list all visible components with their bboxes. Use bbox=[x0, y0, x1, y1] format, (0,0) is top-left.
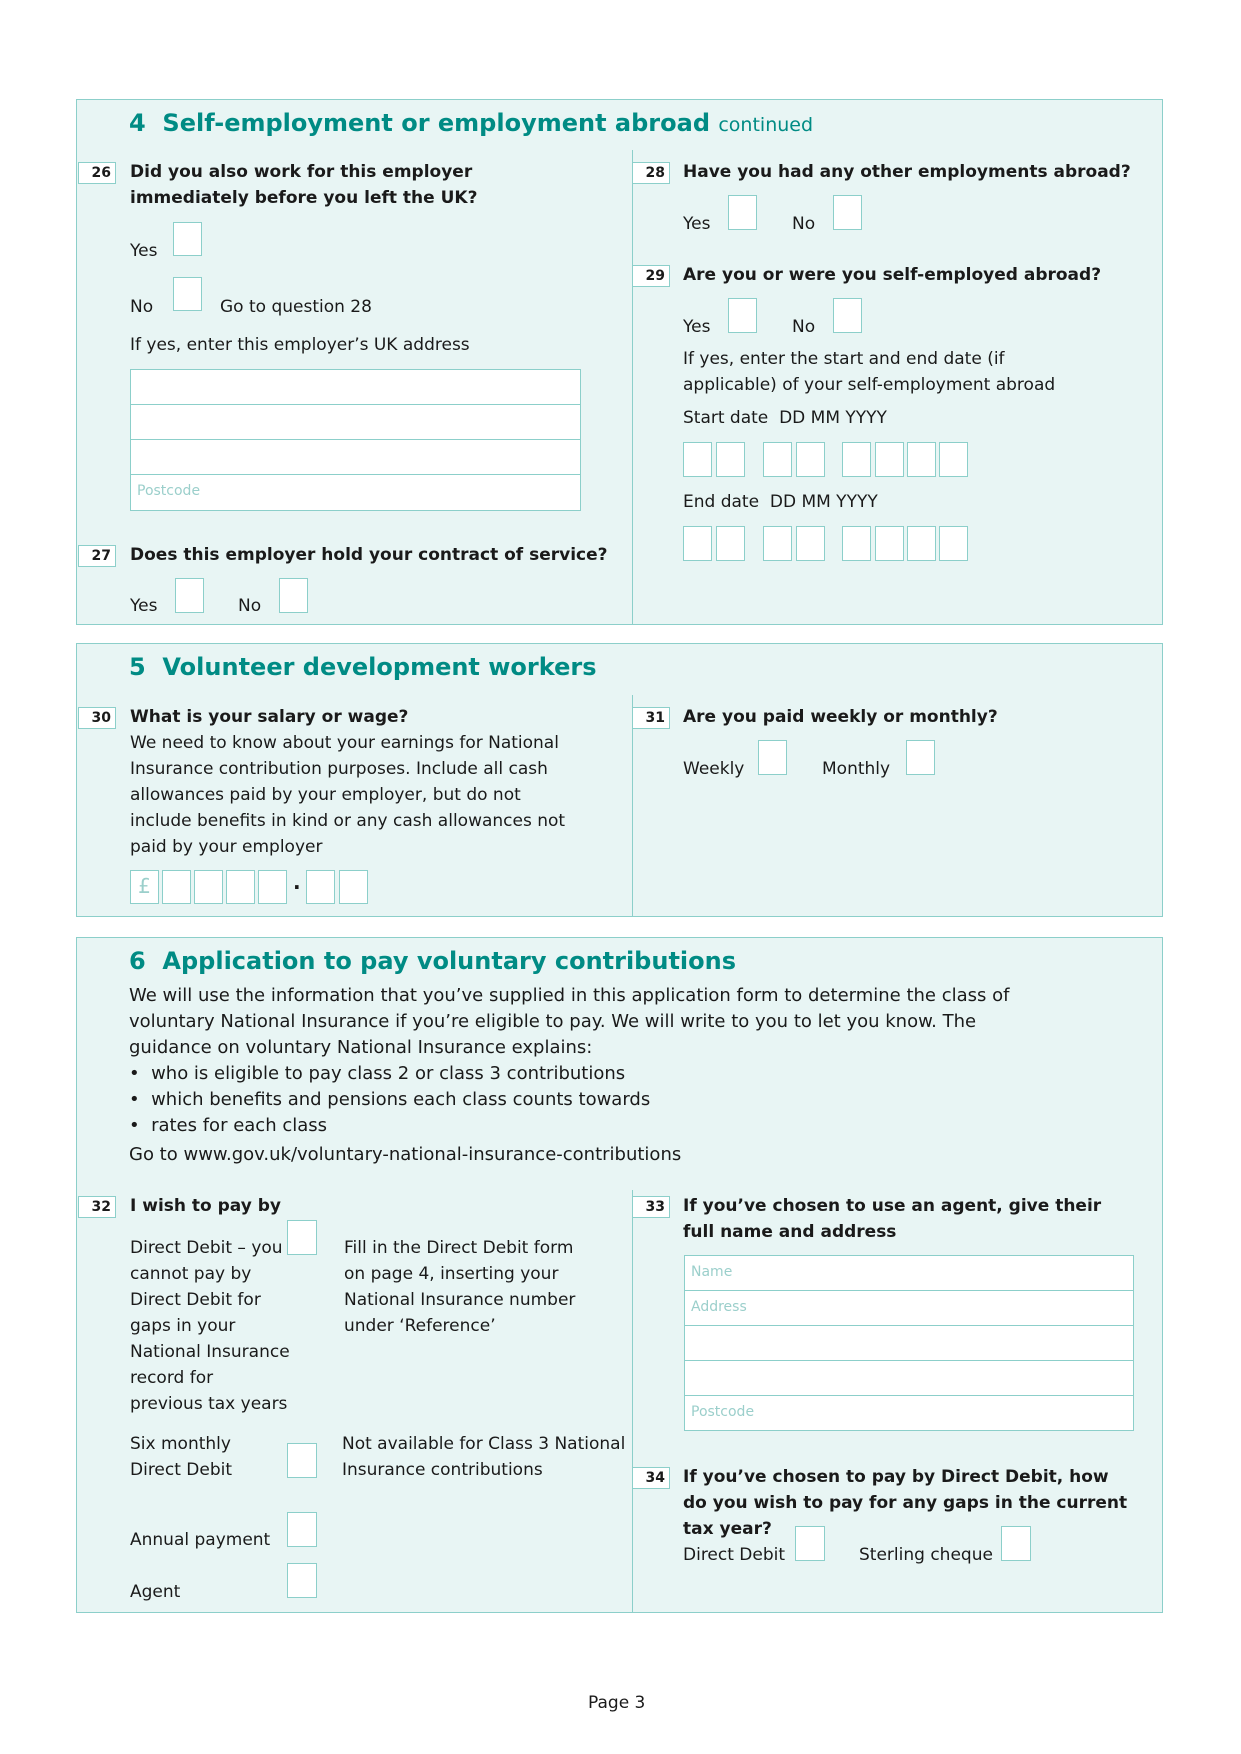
employer-address-line-3[interactable] bbox=[130, 439, 581, 475]
question-26-yes-label: Yes bbox=[130, 241, 158, 261]
start-date-year-4[interactable] bbox=[939, 442, 968, 477]
q34-cheque-checkbox[interactable] bbox=[1001, 1526, 1031, 1561]
start-date-month-1[interactable] bbox=[763, 442, 792, 477]
question-29-no-label: No bbox=[792, 317, 816, 337]
section-6-intro: We will use the information that you’ve supplied in this application form to determine the class of voluntary National Insurance if you’re eligible to pay. We will write to you to let you know. The guidance on voluntary National Insurance explains: bbox=[129, 985, 1010, 1058]
question-31-weekly-label: Weekly bbox=[683, 759, 745, 779]
question-26-text: Did you also work for this employer immediately before you left the UK? bbox=[130, 162, 478, 208]
salary-digit-4[interactable] bbox=[258, 870, 287, 904]
section-6-title-text: Application to pay voluntary contributions bbox=[162, 947, 737, 975]
start-date-day-2[interactable] bbox=[716, 442, 745, 477]
end-date-year-2[interactable] bbox=[875, 526, 904, 561]
question-29-yes-label: Yes bbox=[683, 317, 711, 337]
agent-address-line-3[interactable] bbox=[684, 1360, 1134, 1396]
question-31-weekly-checkbox[interactable] bbox=[758, 740, 787, 775]
pay-six-monthly-checkbox[interactable] bbox=[287, 1443, 317, 1478]
salary-pence-1[interactable] bbox=[306, 870, 335, 904]
question-28-number: 28 bbox=[632, 162, 670, 184]
pay-annual-label: Annual payment bbox=[130, 1530, 271, 1550]
question-34-text: If you’ve chosen to pay by Direct Debit, how do you wish to pay for any gaps in the current tax year? bbox=[683, 1467, 1128, 1539]
section-4-divider bbox=[632, 150, 633, 625]
pay-agent-checkbox[interactable] bbox=[287, 1563, 317, 1598]
start-date-label-text: Start date bbox=[683, 408, 769, 428]
start-date-year-2[interactable] bbox=[875, 442, 904, 477]
pay-six-monthly-label: Six monthly Direct Debit bbox=[130, 1434, 233, 1480]
salary-decimal-point: . bbox=[293, 870, 301, 894]
question-26-yes-checkbox[interactable] bbox=[173, 222, 202, 256]
salary-digit-1[interactable] bbox=[162, 870, 191, 904]
question-26-no-label: No bbox=[130, 297, 154, 317]
question-28-no-checkbox[interactable] bbox=[833, 195, 862, 230]
salary-digit-3[interactable] bbox=[226, 870, 255, 904]
question-33-text: If you’ve chosen to use an agent, give their full name and address bbox=[683, 1196, 1102, 1242]
section-4-number: 4 bbox=[129, 109, 146, 137]
end-date-format: DD MM YYYY bbox=[769, 492, 878, 512]
salary-digit-2[interactable] bbox=[194, 870, 223, 904]
end-date-year-4[interactable] bbox=[939, 526, 968, 561]
section-5-title bbox=[129, 653, 596, 681]
salary-pence-2[interactable] bbox=[339, 870, 368, 904]
end-date-label bbox=[683, 489, 878, 515]
question-29-text: Are you or were you self-employed abroad? bbox=[683, 265, 1102, 285]
agent-address-field[interactable]: Address bbox=[684, 1290, 1134, 1326]
section-6-divider bbox=[632, 1190, 633, 1613]
start-date-month-2[interactable] bbox=[796, 442, 825, 477]
salary-currency-symbol: £ bbox=[130, 870, 159, 904]
q34-direct-debit-checkbox[interactable] bbox=[795, 1526, 825, 1561]
question-34-number: 34 bbox=[632, 1467, 670, 1489]
question-30-number: 30 bbox=[78, 707, 116, 729]
end-date-year-3[interactable] bbox=[907, 526, 936, 561]
agent-name-field[interactable]: Name bbox=[684, 1255, 1134, 1291]
page-number: Page 3 bbox=[588, 1693, 646, 1713]
section-6-bullet-2: • which benefits and pensions each class counts towards bbox=[129, 1089, 651, 1110]
section-6-bullet-1-text: who is eligible to pay class 2 or class 3 contributions bbox=[151, 1063, 626, 1084]
question-26-address-label: If yes, enter this employer’s UK address bbox=[130, 335, 470, 355]
start-date-label bbox=[683, 405, 887, 431]
question-33-number: 33 bbox=[632, 1196, 670, 1218]
section-6-goto-link[interactable]: Go to www.gov.uk/voluntary-national-insurance-contributions bbox=[129, 1144, 682, 1165]
section-6-bullet-3-text: rates for each class bbox=[151, 1115, 328, 1136]
question-30-text: What is your salary or wage? bbox=[130, 707, 409, 727]
start-date-year-1[interactable] bbox=[842, 442, 871, 477]
q34-cheque-label: Sterling cheque bbox=[859, 1545, 993, 1565]
question-27-number: 27 bbox=[78, 545, 116, 567]
employer-address-line-2[interactable] bbox=[130, 404, 581, 440]
question-26-no-checkbox[interactable] bbox=[173, 277, 202, 311]
question-28-yes-label: Yes bbox=[683, 214, 711, 234]
question-30-description: We need to know about your earnings for National Insurance contribution purposes. Include all cash allowances paid by your employer, but do not include benefits in kind or any cash allowances not paid by your employer bbox=[130, 733, 566, 857]
section-5-number: 5 bbox=[129, 653, 146, 681]
start-date-day-1[interactable] bbox=[683, 442, 712, 477]
pay-direct-debit-label: Direct Debit – you cannot pay by Direct Debit for gaps in your National Insurance record for previous tax years bbox=[130, 1238, 290, 1414]
section-5-title-text: Volunteer development workers bbox=[162, 653, 597, 681]
section-4-title bbox=[129, 109, 813, 137]
end-date-month-1[interactable] bbox=[763, 526, 792, 561]
agent-postcode-field[interactable]: Postcode bbox=[684, 1395, 1134, 1431]
question-31-monthly-label: Monthly bbox=[822, 759, 891, 779]
pay-direct-debit-note: Fill in the Direct Debit form on page 4, inserting your National Insurance number under ‘Reference’ bbox=[344, 1238, 576, 1336]
agent-address-line-2[interactable] bbox=[684, 1325, 1134, 1361]
question-29-number: 29 bbox=[632, 265, 670, 287]
employer-postcode-field[interactable]: Postcode bbox=[130, 474, 581, 511]
question-26-number: 26 bbox=[78, 162, 116, 184]
question-32-number: 32 bbox=[78, 1196, 116, 1218]
section-6-bullet-1: • who is eligible to pay class 2 or class 3 contributions bbox=[129, 1063, 626, 1084]
end-date-day-1[interactable] bbox=[683, 526, 712, 561]
employer-address-line-1[interactable] bbox=[130, 369, 581, 405]
question-29-yes-checkbox[interactable] bbox=[728, 298, 757, 333]
question-28-text: Have you had any other employments abroad? bbox=[683, 162, 1131, 182]
end-date-year-1[interactable] bbox=[842, 526, 871, 561]
end-date-label-text: End date bbox=[683, 492, 760, 512]
question-27-yes-checkbox[interactable] bbox=[175, 578, 204, 613]
pay-six-monthly-note: Not available for Class 3 National Insurance contributions bbox=[342, 1434, 626, 1480]
pay-agent-label: Agent bbox=[130, 1582, 181, 1602]
question-31-number: 31 bbox=[632, 707, 670, 729]
pay-annual-checkbox[interactable] bbox=[287, 1512, 317, 1547]
question-31-monthly-checkbox[interactable] bbox=[906, 740, 935, 775]
question-27-text: Does this employer hold your contract of service? bbox=[130, 545, 608, 565]
question-28-no-label: No bbox=[792, 214, 816, 234]
question-32-text: I wish to pay by bbox=[130, 1196, 282, 1216]
question-27-no-label: No bbox=[238, 596, 262, 616]
question-31-text: Are you paid weekly or monthly? bbox=[683, 707, 998, 727]
end-date-month-2[interactable] bbox=[796, 526, 825, 561]
question-29-no-checkbox[interactable] bbox=[833, 298, 862, 333]
end-date-day-2[interactable] bbox=[716, 526, 745, 561]
question-29-dates-label: If yes, enter the start and end date (if applicable) of your self-employment abroad bbox=[683, 349, 1056, 395]
question-26-goto: Go to question 28 bbox=[220, 297, 372, 317]
section-6-title bbox=[129, 947, 736, 975]
section-6-bullet-3: • rates for each class bbox=[129, 1115, 328, 1136]
question-28-yes-checkbox[interactable] bbox=[728, 195, 757, 230]
section-4-continued: continued bbox=[718, 114, 814, 136]
section-6-bullet-2-text: which benefits and pensions each class counts towards bbox=[151, 1089, 651, 1110]
question-27-yes-label: Yes bbox=[130, 596, 158, 616]
start-date-year-3[interactable] bbox=[907, 442, 936, 477]
question-27-no-checkbox[interactable] bbox=[279, 578, 308, 613]
section-6-number: 6 bbox=[129, 947, 146, 975]
section-4-title-text: Self-employment or employment abroad bbox=[162, 109, 710, 137]
pay-direct-debit-checkbox[interactable] bbox=[287, 1220, 317, 1255]
start-date-format: DD MM YYYY bbox=[779, 408, 887, 428]
q34-direct-debit-label: Direct Debit bbox=[683, 1545, 786, 1565]
